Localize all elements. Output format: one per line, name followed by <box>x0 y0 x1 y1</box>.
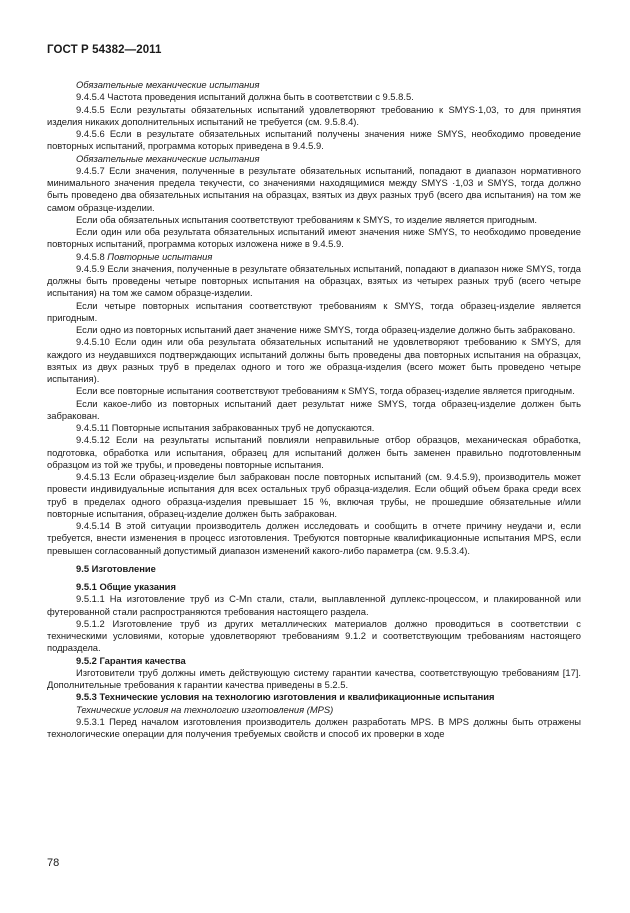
section-heading: 9.5 Изготовление <box>76 562 156 574</box>
paragraph: 9.5.1.1 На изготовление труб из C-Mn стали, стали, выплавленной дуплекс-процессом, и плакированной или футерованной стали распространяются требования настоящего раздела. <box>47 593 581 617</box>
paragraph: Если все повторные испытания соответствуют требованиям к SMYS, тогда образец-изделие является пригодным. <box>76 385 575 397</box>
subheading: Обязательные механические испытания <box>76 79 260 90</box>
paragraph: Если оба обязательных испытания соответствуют требованиям к SMYS, то изделие является пригодным. <box>76 213 538 225</box>
paragraph: Если одно из повторных испытаний дает значение ниже SMYS, тогда образец-изделие должно быть забраковано. <box>76 324 576 335</box>
paragraph: 9.4.5.6 Если в результате обязательных испытаний получены значения ниже SMYS, необходимо проведение повторных испытаний, программа которых приведена в 9.4.5.9. <box>47 128 581 152</box>
paragraph: 9.4.5.7 Если значения, полученные в результате обязательных испытаний, попадают в диапазон нормативного минимального значения предела текучести, со значениями находящимися между SMYS ·1,03 и SMYS, тогда должно быть проведено два обязательных испытания на образцах, взятых из двух разных труб (всего два испытания) на том же самом образце-изделии. <box>47 164 581 213</box>
paragraph: Если четыре повторных испытания соответствуют требованиям к SMYS, тогда образец-изделие является пригодным. <box>47 299 581 323</box>
page-header: ГОСТ Р 54382—2011 <box>47 44 162 56</box>
paragraph: Если один или оба результата обязательных испытаний имеют значения ниже SMYS, то необходимо проведение повторных испытаний, программа которых изложена ниже в 9.4.5.9. <box>47 226 581 250</box>
section-heading: 9.5.3 Технические условия на технологию изготовления и квалификационные испытания <box>76 691 495 703</box>
paragraph: 9.4.5.13 Если образец-изделие был забракован после повторных испытаний (см. 9.4.5.9), производитель может провести индивидуальные испытания для всех остальных труб образца-изделия. Если общий объем брака среди всех труб в пределах одного образца-изделия превышает 15 %, включая трубы, не прошедшие обязательные и/или повторные испытания, образец-изделие должен быть забракован. <box>47 471 581 519</box>
paragraph: 9.4.5.4 Частота проведения испытаний должна быть в соответствии с 9.5.8.5. <box>76 91 414 103</box>
section-heading: 9.5.1 Общие указания <box>76 581 176 592</box>
section-heading: 9.5.2 Гарантия качества <box>76 654 186 666</box>
paragraph: 9.4.5.12 Если на результаты испытаний повлияли неправильные отбор образцов, механическая обработка, подготовка, обработка или испытания, образец для испытаний должен быть заменен правильно подготовленным образцом из той же трубы, и проведены повторные испытания. <box>47 434 581 470</box>
paragraph: 9.4.5.10 Если один или оба результата обязательных испытаний не удовлетворяют требованию к SMYS, для каждого из неудавшихся подтверждающих испытаний должны быть проведены два повторных испытания на образцах, взятых из двух разных труб в пределах одного и того же образца-изделия (всего может быть проведено четыре испытания). <box>47 336 581 384</box>
paragraph: Изготовители труб должны иметь действующую систему гарантии качества, соответствующую требованиям [17]. Дополнительные требования к гарантии качества приведены в 5.2.5. <box>47 666 581 690</box>
page-body <box>47 79 581 740</box>
paragraph: 9.4.5.14 В этой ситуации производитель должен исследовать и сообщить в отчете причину неудачи и, если требуется, внести изменения в процесс изготовления. Требуются повторные квалификационные испытания MPS, если превышен согласованный допустимый диапазон изменений какого-либо параметра (см. 9.5.3.4). <box>47 520 581 556</box>
paragraph: 9.4.5.5 Если результаты обязательных испытаний удовлетворяют требованию к SMYS·1,03, то для принятия изделия никаких дополнительных испытаний не требуется (см. 9.5.8.4). <box>47 103 581 127</box>
subheading: Технические условия на технологию изготовления (MPS) <box>76 703 334 715</box>
paragraph: Если какое-либо из повторных испытаний дает результат ниже SMYS, тогда образец-изделие должен быть забракован. <box>47 397 581 421</box>
paragraph: 9.4.5.9 Если значения, полученные в результате обязательных испытаний, попадают в диапазон ниже SMYS, тогда должны быть проведены четыре повторных испытания на образцах, взятых из четырех разных труб (всего четыре испытания) на том же самом образце-изделии. <box>47 262 581 299</box>
paragraph: 9.4.5.11 Повторные испытания забракованных труб не допускаются. <box>76 422 375 433</box>
paragraph: 9.4.5.8 Повторные испытания <box>76 250 213 262</box>
paragraph: 9.5.3.1 Перед началом изготовления производитель должен разработать MPS. В MPS должны быть отражены технологические операции для получения требуемых свойств и способ их проверки в ходе <box>47 715 581 739</box>
subheading: Обязательные механические испытания <box>76 152 260 164</box>
page-number: 78 <box>47 857 60 869</box>
paragraph: 9.5.1.2 Изготовление труб из других металлических материалов должно проводиться в соответствии с техническими условиями, которые удовлетворяют требованиям 9.1.2 и соответствующим требованиям настоящего подраздела. <box>47 617 581 654</box>
